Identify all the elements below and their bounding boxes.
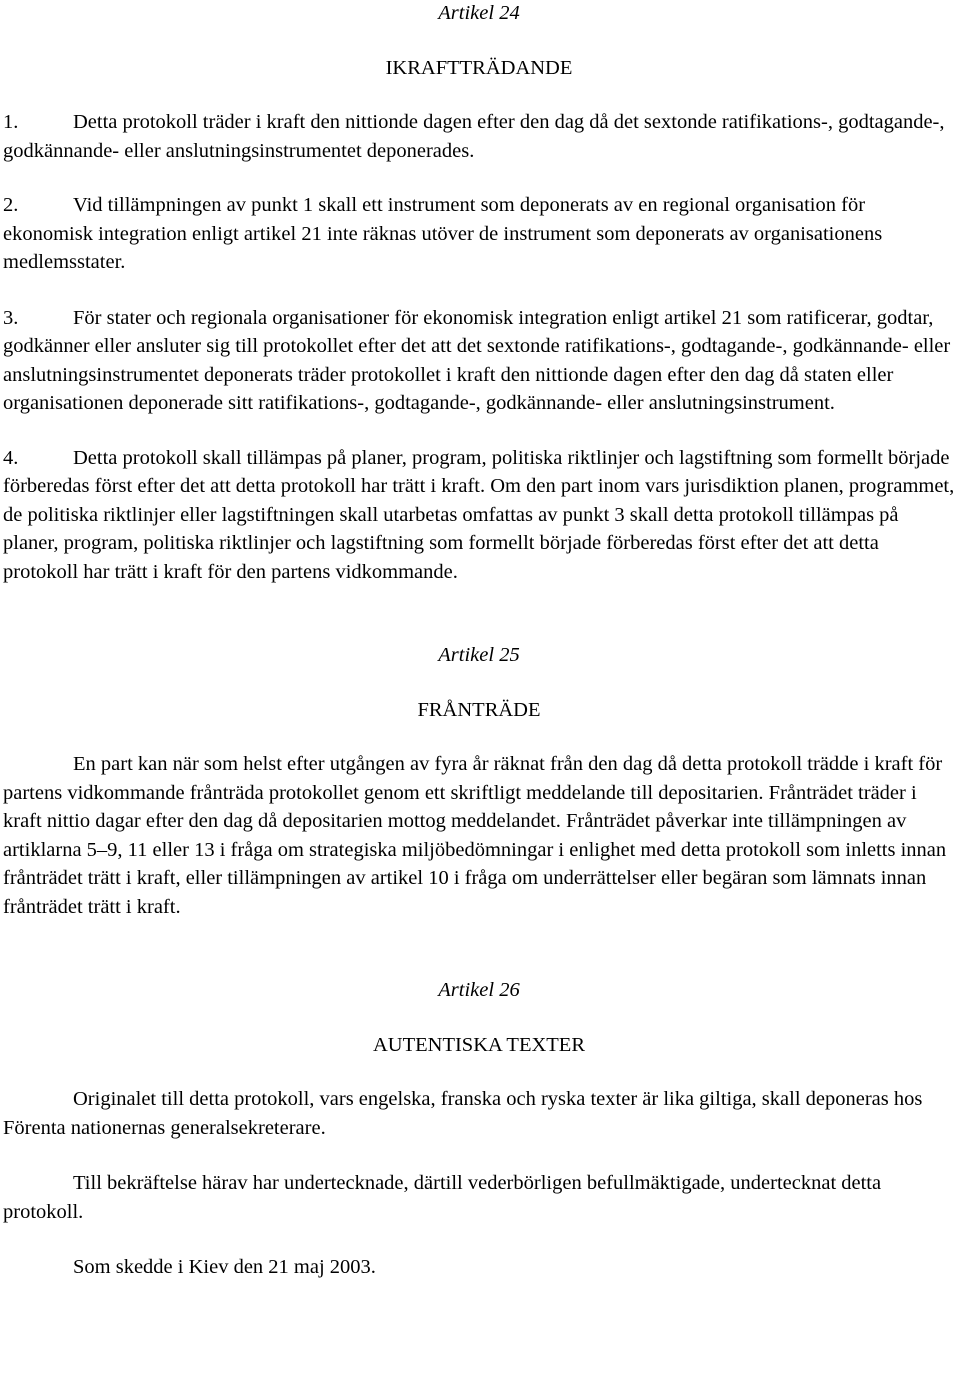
paragraph-text: För stater och regionala organisationer för ekonomisk integration enligt artikel 21 som ratificerar, godtar, godkänner eller ansluter sig till protokollet efter det att det sextonde ratifikations-, godtagande-, godkännande- eller anslutningsinstrumentet deponerats träder protokollet i kraft den nittionde dagen efter den dag då staten eller organisationen deponerade sitt ratifikations-, godtagande-, godkännande- eller anslutningsinstrument. [3,306,951,414]
paragraph-text: Detta protokoll träder i kraft den nittionde dagen efter den dag då det sextonde ratifikations-, godtagande-, godkännande- eller anslutningsinstrumentet deponerades. [3,111,945,162]
article-24-title: Artikel 24 [438,2,520,24]
paragraph-number: 4. [3,446,19,469]
article-26-paragraph-2: Till bekräftelse härav har undertecknade, därtill vederbörligen befullmäktigade, undertecknat detta protokoll. [3,1172,882,1223]
article-24-paragraph-1 [3,108,955,165]
article-25-heading: FRÅNTRÄDE [417,698,541,721]
article-26-title: Artikel 26 [438,979,520,1001]
paragraph-number: 3. [3,306,19,329]
article-24-paragraph-2 [3,191,955,277]
article-24-paragraph-4 [3,444,955,587]
paragraph-text: Vid tillämpningen av punkt 1 skall ett instrument som deponerats av en regional organisation för ekonomisk integration enligt artikel 21 inte räknas utöver de instrument som deponerats av organisationens medlemsstater. [3,194,883,273]
paragraph-text: Detta protokoll skall tillämpas på planer, program, politiska riktlinjer och lagstiftning som formellt började förberedas först efter det att detta protokoll har trätt i kraft. Om den part inom vars jurisdiktion planen, programmet, de politiska riktlinjer eller lagstiftningen skall utarbetas omfattas av punkt 3 skall detta protokoll tillämpas på planer, program, politiska riktlinjer och lagstiftning som formellt började förberedas först efter det att detta protokoll har trätt i kraft för den partens vidkommande. [3,446,955,583]
article-25-title: Artikel 25 [438,644,520,666]
article-24-paragraph-3 [3,304,955,418]
article-25-body: En part kan när som helst efter utgången av fyra år räknat från den dag då detta protokoll trädde i kraft för partens vidkommande frånträda protokollet genom ett skriftligt meddelande till depositarien. Frånträdet träder i kraft nittio dagar efter den dag då depositarien mottog meddelandet. Frånträdet påverkar inte tillämpningen av artiklarna 5–9, 11 eller 13 i fråga om strategiska miljöbedömningar i enlighet med detta protokoll som inletts innan frånträdet trätt i kraft, eller tillämpningen av artikel 10 i fråga om underrättelser eller begäran som lämnats innan frånträdet trätt i kraft. [3,753,947,918]
paragraph-number: 2. [3,194,19,216]
article-24-heading: IKRAFTTRÄDANDE [385,56,573,79]
paragraph-number: 1. [3,111,19,133]
signing-statement: Som skedde i Kiev den 21 maj 2003. [73,1256,376,1278]
article-26-heading: AUTENTISKA TEXTER [372,1033,585,1056]
document-page [3,0,955,1282]
article-26-paragraph-1: Originalet till detta protokoll, vars engelska, franska och ryska texter är lika giltiga, skall deponeras hos Förenta nationernas generalsekreterare. [3,1088,923,1139]
